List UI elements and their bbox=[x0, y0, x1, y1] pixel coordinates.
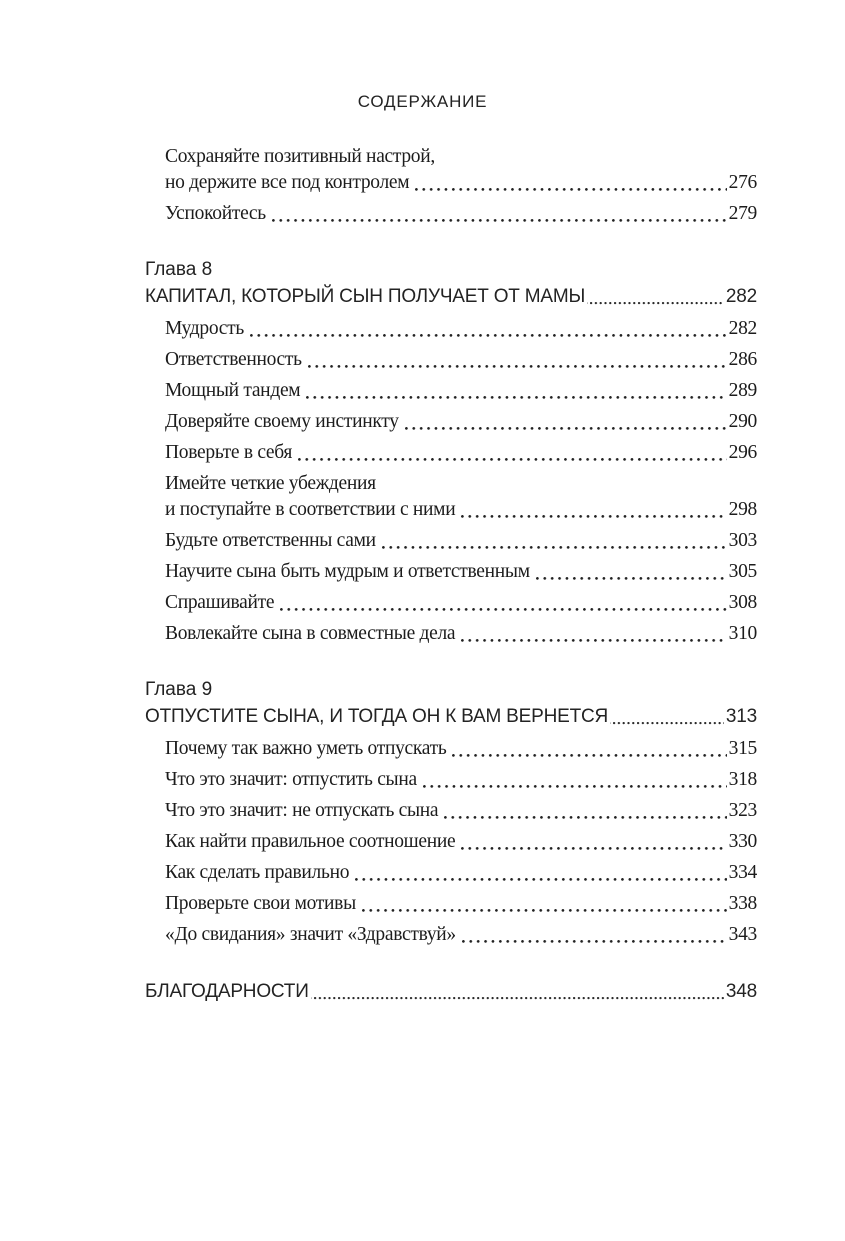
entry-title-row bbox=[165, 170, 757, 196]
toc-entry bbox=[145, 767, 757, 793]
dotted-leader bbox=[411, 170, 726, 196]
toc-entry bbox=[145, 798, 757, 824]
page-number: 303 bbox=[728, 530, 757, 551]
toc-entry bbox=[145, 409, 757, 435]
entry-title: и поступайте в соответствии с ними bbox=[165, 499, 456, 520]
toc-entry bbox=[145, 891, 757, 917]
entry-title-row bbox=[165, 409, 757, 435]
toc-entry bbox=[145, 471, 757, 523]
dotted-leader bbox=[246, 316, 727, 342]
entry-title: Ответственность bbox=[165, 349, 302, 370]
dotted-leader bbox=[401, 409, 727, 435]
page-number: 298 bbox=[728, 499, 757, 520]
dotted-leader bbox=[587, 283, 724, 310]
toc-entry bbox=[145, 860, 757, 886]
entry-title: Спрашивайте bbox=[165, 592, 275, 613]
dotted-leader bbox=[378, 528, 727, 554]
entry-title: Доверяйте своему инстинкту bbox=[165, 411, 399, 432]
entry-title-row bbox=[165, 559, 757, 585]
toc-entry bbox=[145, 922, 757, 948]
dotted-leader bbox=[311, 978, 724, 1005]
dotted-leader bbox=[294, 440, 727, 466]
page-number: 276 bbox=[728, 172, 757, 193]
toc-entry bbox=[145, 829, 757, 855]
entry-title-row bbox=[165, 829, 757, 855]
entry-title-row bbox=[165, 767, 757, 793]
toc-entry bbox=[145, 528, 757, 554]
entry-title: Успокойтесь bbox=[165, 203, 266, 224]
toc-entry bbox=[145, 378, 757, 404]
page-number: 310 bbox=[728, 623, 757, 644]
entry-title-row bbox=[165, 860, 757, 886]
toc-entry bbox=[145, 144, 757, 196]
entry-title: Будьте ответственны сами bbox=[165, 530, 376, 551]
entry-text-line: Имейте четкие убеждения bbox=[165, 473, 376, 494]
chapter-title-row bbox=[145, 703, 757, 730]
page-number: 282 bbox=[728, 318, 757, 339]
toc-entry bbox=[145, 316, 757, 342]
toc-entry bbox=[145, 621, 757, 647]
entry-title: Поверьте в себя bbox=[165, 442, 293, 463]
entry-title-row bbox=[165, 528, 757, 554]
toc-entry bbox=[145, 559, 757, 585]
entry-title: Что это значит: отпустить сына bbox=[165, 769, 417, 790]
entry-title: Проверьте свои мотивы bbox=[165, 893, 356, 914]
chapter-label: Глава 9 bbox=[145, 679, 213, 700]
page-number: 315 bbox=[728, 738, 757, 759]
chapter-title: КАПИТАЛ, КОТОРЫЙ СЫН ПОЛУЧАЕТ ОТ МАМЫ bbox=[145, 286, 586, 307]
entry-title: Почему так важно уметь отпускать bbox=[165, 738, 447, 759]
dotted-leader bbox=[532, 559, 727, 585]
page-number: 289 bbox=[728, 380, 757, 401]
toc-entry bbox=[145, 201, 757, 227]
dotted-leader bbox=[448, 736, 726, 762]
dotted-leader bbox=[610, 703, 724, 730]
entry-title-row bbox=[165, 621, 757, 647]
chapter-title: ОТПУСТИТЕ СЫНА, И ТОГДА ОН К ВАМ ВЕРНЕТСЯ bbox=[145, 706, 609, 727]
dotted-leader bbox=[419, 767, 727, 793]
page-number: 282 bbox=[725, 286, 757, 307]
dotted-leader bbox=[304, 347, 727, 373]
entry-text-line: Сохраняйте позитивный настрой, bbox=[165, 146, 435, 167]
page-number: 305 bbox=[728, 561, 757, 582]
entry-title: Как сделать правильно bbox=[165, 862, 350, 883]
entry-title: «До свидания» значит «Здравствуй» bbox=[165, 924, 456, 945]
chapter-label: Глава 8 bbox=[145, 259, 213, 280]
dotted-leader bbox=[457, 829, 726, 855]
entry-title-row bbox=[165, 497, 757, 523]
page-number: 334 bbox=[728, 862, 757, 883]
entry-title-row bbox=[165, 440, 757, 466]
page-title: СОДЕРЖАНИЕ bbox=[357, 92, 488, 111]
page-number: 290 bbox=[728, 411, 757, 432]
dotted-leader bbox=[440, 798, 726, 824]
page-number: 343 bbox=[728, 924, 757, 945]
dotted-leader bbox=[276, 590, 726, 616]
page-number: 348 bbox=[725, 981, 757, 1002]
page-number: 318 bbox=[728, 769, 757, 790]
toc-chapter bbox=[145, 676, 757, 730]
entry-title: но держите все под контролем bbox=[165, 172, 410, 193]
chapter-title-row bbox=[145, 283, 757, 310]
entry-title-row bbox=[165, 316, 757, 342]
page-number: 296 bbox=[728, 442, 757, 463]
entry-title: Вовлекайте сына в совместные дела bbox=[165, 623, 456, 644]
entry-title-row bbox=[165, 201, 757, 227]
toc-list bbox=[145, 144, 757, 1005]
dotted-leader bbox=[458, 922, 727, 948]
entry-title-row bbox=[165, 378, 757, 404]
toc-section bbox=[145, 978, 757, 1005]
page-number: 279 bbox=[728, 203, 757, 224]
page-number: 308 bbox=[728, 592, 757, 613]
page-number: 286 bbox=[728, 349, 757, 370]
dotted-leader bbox=[457, 621, 726, 647]
entry-title: Мудрость bbox=[165, 318, 244, 339]
page-number: 338 bbox=[728, 893, 757, 914]
toc-entry bbox=[145, 347, 757, 373]
dotted-leader bbox=[268, 201, 727, 227]
toc-entry bbox=[145, 736, 757, 762]
entry-title: Как найти правильное соотношение bbox=[165, 831, 456, 852]
dotted-leader bbox=[457, 497, 726, 523]
toc-chapter bbox=[145, 256, 757, 310]
entry-title: Что это значит: не отпускать сына bbox=[165, 800, 439, 821]
dotted-leader bbox=[351, 860, 726, 886]
entry-title-row bbox=[165, 891, 757, 917]
entry-title-row bbox=[165, 590, 757, 616]
entry-title-row bbox=[165, 736, 757, 762]
page-number: 313 bbox=[725, 706, 757, 727]
entry-title-row bbox=[165, 922, 757, 948]
toc-entry bbox=[145, 590, 757, 616]
section-title-row bbox=[145, 978, 757, 1005]
entry-title-row bbox=[165, 798, 757, 824]
page-number: 330 bbox=[728, 831, 757, 852]
entry-title: Мощный тандем bbox=[165, 380, 301, 401]
page-number: 323 bbox=[728, 800, 757, 821]
entry-title: Научите сына быть мудрым и ответственным bbox=[165, 561, 530, 582]
dotted-leader bbox=[302, 378, 726, 404]
dotted-leader bbox=[358, 891, 727, 917]
entry-title-row bbox=[165, 347, 757, 373]
section-title: БЛАГОДАРНОСТИ bbox=[145, 981, 309, 1002]
toc-entry bbox=[145, 440, 757, 466]
